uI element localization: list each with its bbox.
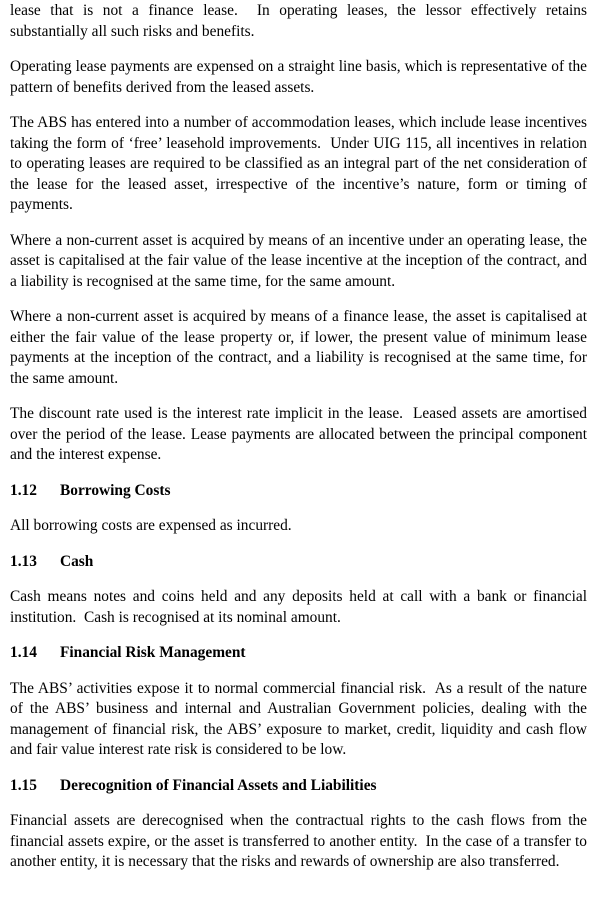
section-heading-cash (10, 552, 587, 573)
section-heading-financial-risk-management (10, 643, 587, 664)
paragraph: Financial assets are derecognised when the contractual rights to the cash flows from the financial assets expire, or the asset is transferred to another entity. In the case of a transfer to another entity, it is necessary that the risks and rewards of ownership are also transferred. (10, 812, 587, 870)
paragraph: The ABS’ activities expose it to normal commercial financial risk. As a result of the nature of the ABS’ business and internal and Australian Government policies, dealing with the management of financial risk, the ABS’ exposure to market, credit, liquidity and cash flow and fair value interest rate risk is considered to be low. (10, 679, 587, 758)
paragraph: Where a non-current asset is acquired by means of a finance lease, the asset is capitalised at either the fair value of the lease property or, if lower, the present value of minimum lease payments at the inception of the contract, and a liability is recognised at the same time, for the same amount. (10, 308, 587, 387)
paragraph: Where a non-current asset is acquired by means of an incentive under an operating lease, the asset is capitalised at the fair value of the lease incentive at the inception of the contract, and a liability is recognised at the same time, for the same amount. (10, 231, 587, 290)
heading-number: 1.14 (10, 644, 37, 661)
section-heading-borrowing-costs (10, 481, 587, 502)
heading-title: Financial Risk Management (60, 644, 246, 661)
heading-number: 1.13 (10, 552, 37, 570)
heading-title: Borrowing Costs (60, 481, 171, 499)
paragraph: lease that is not a finance lease. In operating leases, the lessor effectively retains substantially all such risks and benefits. (10, 2, 587, 40)
paragraph: The ABS has entered into a number of accommodation leases, which include lease incentives taking the form of ‘free’ leasehold improvements. Under UIG 115, all incentives in relation to operating leases are required to be classified as an integral part of the net consideration of the lease for the leased asset, irrespective of the incentive’s nature, form or timing of payments. (10, 114, 587, 213)
heading-title: Cash (60, 552, 94, 570)
paragraph: All borrowing costs are expensed as incurred. (10, 517, 292, 534)
paragraph: The discount rate used is the interest rate implicit in the lease. Leased assets are amortised over the period of the lease. Lease payments are allocated between the principal component and the interest expense. (10, 405, 587, 463)
paragraph: Operating lease payments are expensed on a straight line basis, which is representative of the pattern of benefits derived from the leased assets. (10, 58, 587, 96)
heading-number: 1.12 (10, 481, 37, 499)
heading-number: 1.15 (10, 776, 37, 794)
heading-title: Derecognition of Financial Assets and Liabilities (60, 776, 377, 794)
paragraph: Cash means notes and coins held and any deposits held at call with a bank or financial institution. Cash is recognised at its nominal amount. (10, 588, 587, 626)
section-heading-derecognition (10, 776, 587, 797)
